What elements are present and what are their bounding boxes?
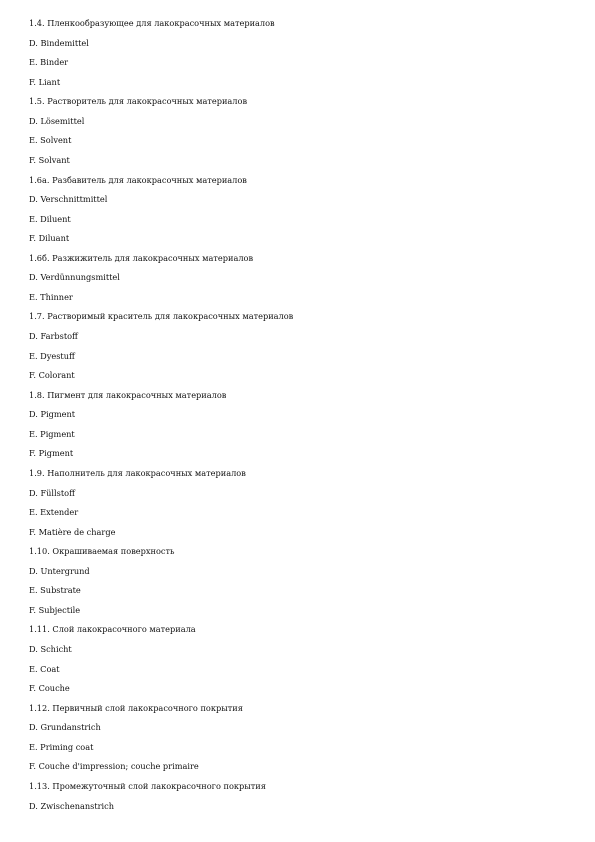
text-line: D. Untergrund (29, 565, 90, 576)
text-line: 1.6а. Разбавитель для лакокрасочных материалов (29, 174, 247, 185)
text-line: E. Priming coat (29, 741, 94, 752)
text-line: F. Couche d'impression; couche primaire (29, 761, 199, 772)
text-line: E. Dyestuff (29, 350, 75, 361)
text-line: 1.12. Первичный слой лакокрасочного покрытия (29, 702, 243, 713)
text-line: D. Füllstoff (29, 487, 75, 498)
text-line: 1.9. Наполнитель для лакокрасочных материалов (29, 467, 246, 478)
text-line: E. Extender (29, 507, 79, 518)
text-line: 1.8. Пигмент для лакокрасочных материалов (29, 389, 227, 400)
text-line: 1.10. Окрашиваемая поверхность (29, 546, 175, 557)
text-line: E. Coat (29, 663, 60, 674)
text-line: F. Subjectile (29, 604, 81, 615)
text-line: 1.11. Слой лакокрасочного материала (29, 624, 196, 635)
text-line: 1.4. Пленкообразующее для лакокрасочных материалов (29, 18, 275, 28)
text-line: F. Couche (29, 683, 70, 694)
text-line: D. Verdünnungsmittel (29, 272, 120, 283)
glossary-lines (29, 16, 569, 818)
text-line: E. Thinner (29, 291, 73, 302)
text-line: 1.13. Промежуточный слой лакокрасочного покрытия (29, 780, 266, 791)
text-line: E. Solvent (29, 135, 72, 146)
text-line: 1.7. Растворимый краситель для лакокрасочных материалов (29, 311, 294, 322)
text-line: 1.6б. Разжижитель для лакокрасочных материалов (29, 252, 254, 263)
text-line: E. Diluent (29, 213, 71, 224)
text-line: D. Bindemittel (29, 37, 89, 48)
text-line: F. Colorant (29, 370, 75, 381)
text-line: D. Verschnittmittel (29, 194, 108, 205)
text-line: D. Zwischenanstrich (29, 800, 115, 811)
text-line: F. Liant (29, 76, 61, 87)
text-line: F. Matière de charge (29, 526, 116, 537)
text-line: F. Solvant (29, 154, 70, 165)
text-line: 1.5. Растворитель для лакокрасочных материалов (29, 96, 248, 107)
text-line: F. Diluant (29, 233, 70, 244)
text-line: D. Grundanstrich (29, 722, 101, 733)
text-line: F. Pigment (29, 448, 74, 459)
text-line: D. Pigment (29, 409, 76, 420)
text-line: E. Pigment (29, 428, 75, 439)
text-line: D. Schicht (29, 644, 72, 654)
text-line: D. Lösemittel (29, 115, 85, 126)
text-line: E. Binder (29, 57, 69, 68)
text-line: D. Farbstoff (29, 331, 78, 341)
text-line: E. Substrate (29, 585, 81, 596)
